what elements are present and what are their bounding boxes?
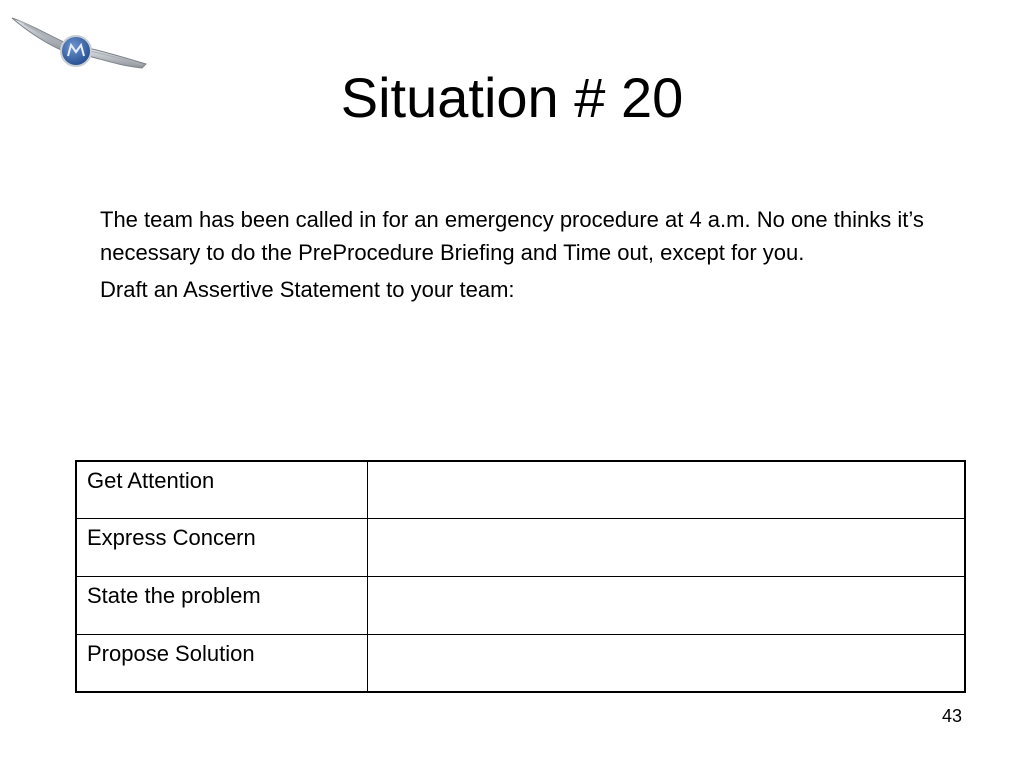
row-value-cell [367, 634, 965, 692]
prompt-paragraph: Draft an Assertive Statement to your team: [100, 277, 515, 302]
table-row [76, 519, 965, 577]
row-label: Propose Solution [76, 634, 367, 692]
slide-title: Situation # 20 [340, 66, 684, 129]
row-label: Get Attention [76, 461, 367, 519]
table-row [76, 634, 965, 692]
scenario-text-block [100, 203, 970, 306]
table-row [76, 577, 965, 635]
row-value-cell [367, 519, 965, 577]
row-value-cell [367, 461, 965, 519]
row-label: Express Concern [76, 519, 367, 577]
row-label: State the problem [76, 577, 367, 635]
table-row [76, 461, 965, 519]
scenario-paragraph: The team has been called in for an emergency procedure at 4 a.m. No one thinks it’s necessary to do the PreProcedure Briefing and Time out, except for you. [100, 207, 924, 265]
row-value-cell [367, 577, 965, 635]
assertive-statement-table [75, 460, 966, 693]
page-number: 43 [941, 706, 962, 726]
